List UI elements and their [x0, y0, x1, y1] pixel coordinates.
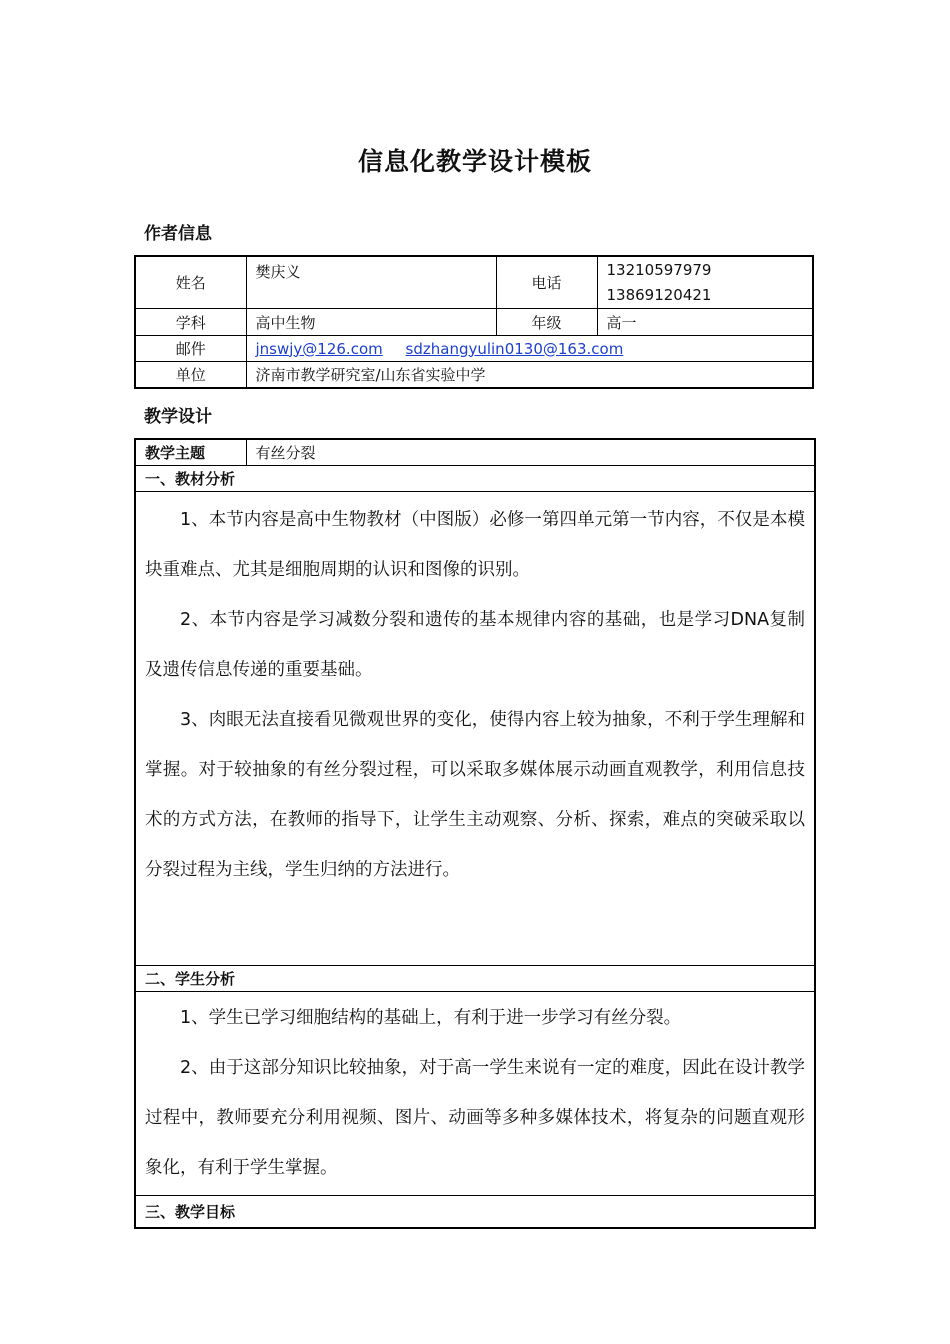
table-row	[135, 991, 815, 1195]
email-link[interactable]: jnswjy@126.com	[255, 339, 383, 358]
email-link[interactable]: sdzhangyulin0130@163.com	[405, 339, 624, 358]
grade-label: 年级	[496, 309, 597, 336]
phone-values	[597, 256, 813, 309]
teaching-design-heading: 教学设计	[144, 407, 212, 427]
email-values	[246, 336, 813, 362]
phone-number: 13210597979	[606, 261, 712, 279]
table-row	[135, 336, 813, 362]
paragraph: 3、肉眼无法直接看见微观世界的变化，使得内容上较为抽象，不利于学生理解和掌握。对于较抽象的有丝分裂过程，可以采取多媒体展示动画直观教学，利用信息技术的方式方法，在教师的指导下，让学生主动观察、分析、探索，难点的突破采取以分裂过程为主线，学生归纳的方法进行。	[145, 709, 805, 880]
paragraph: 2、本节内容是学习减数分裂和遗传的基本规律内容的基础，也是学习DNA复制及遗传信息传递的重要基础。	[145, 609, 805, 680]
author-info-heading: 作者信息	[144, 224, 212, 244]
table-row	[135, 491, 815, 965]
table-row	[135, 309, 813, 336]
teaching-goals-heading: 三、教学目标	[135, 1195, 815, 1228]
unit-label: 单位	[135, 362, 246, 388]
phone-label: 电话	[496, 256, 597, 309]
name-label: 姓名	[135, 256, 246, 309]
paragraph: 1、学生已学习细胞结构的基础上，有利于进一步学习有丝分裂。	[180, 1007, 682, 1028]
subject-value: 高中生物	[246, 309, 496, 336]
unit-value: 济南市教学研究室/山东省实验中学	[246, 362, 813, 388]
student-analysis-content	[135, 991, 815, 1195]
paragraph: 2、由于这部分知识比较抽象，对于高一学生来说有一定的难度，因此在设计教学过程中，教师要充分利用视频、图片、动画等多种多媒体技术，将复杂的问题直观形象化，有利于学生掌握。	[145, 1057, 805, 1178]
table-row	[135, 256, 813, 309]
phone-number: 13869120421	[606, 286, 712, 304]
topic-label: 教学主题	[135, 439, 246, 465]
table-row	[135, 465, 815, 491]
page-title: 信息化教学设计模板	[357, 147, 592, 176]
grade-value: 高一	[597, 309, 813, 336]
material-analysis-content	[135, 491, 815, 965]
teaching-design-table	[134, 438, 816, 1229]
material-analysis-heading: 一、教材分析	[135, 465, 815, 491]
name-value: 樊庆义	[246, 256, 496, 309]
table-row	[135, 439, 815, 465]
table-row	[135, 362, 813, 388]
table-row	[135, 1195, 815, 1228]
author-info-table	[134, 255, 814, 389]
student-analysis-heading: 二、学生分析	[135, 965, 815, 991]
subject-label: 学科	[135, 309, 246, 336]
table-row	[135, 965, 815, 991]
email-label: 邮件	[135, 336, 246, 362]
paragraph: 1、本节内容是高中生物教材（中图版）必修一第四单元第一节内容，不仅是本模块重难点、尤其是细胞周期的认识和图像的识别。	[145, 509, 805, 580]
topic-value: 有丝分裂	[246, 439, 815, 465]
